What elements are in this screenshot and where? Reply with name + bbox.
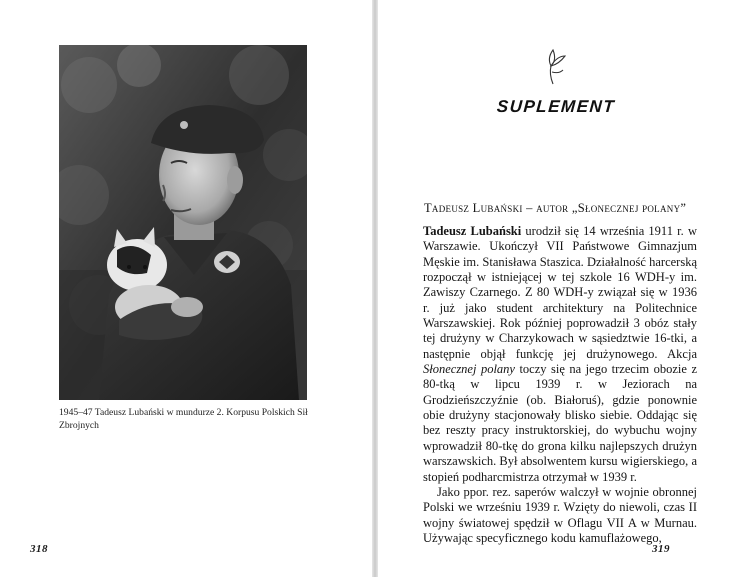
author-name: Tadeusz Lubański: [423, 224, 522, 238]
paragraph-1-text-b: toczy się na jego trzecim obozie z 80-tką w lipcu 1939 r. w Jeziorach na Grodzieńszczyźnie (ob. Białoruś), gdzie ponownie obie drużyny stacjonowały blisko siebie. Oddając się bez reszty pracy instruktorskiej, do wybuchu wojny wprowadził 80-tkę do grona kilku najlepszych drużyn warszawskich. Był absolwentem kursu wigierskiego, a stopień podharcmistrza otrzymał w 1939 r.: [423, 362, 697, 484]
portrait-photo: [59, 45, 307, 400]
photo-caption: 1945–47 Tadeusz Lubański w mundurze 2. Korpusu Polskich Sił Zbrojnych: [59, 407, 308, 431]
leaf-ornament-icon: [539, 46, 571, 86]
book-title: Słonecznej polany: [423, 362, 515, 377]
page-number-left: 318: [30, 543, 48, 555]
book-gutter: [372, 0, 378, 577]
article-body: [423, 224, 697, 546]
article-subtitle: Tadeusz Lubański – autor „Słonecznej polany”: [424, 201, 687, 215]
section-heading: SUPLEMENT: [496, 97, 616, 116]
paragraph-1-text-a: urodził się 14 września 1911 r. w Warszawie. Ukończył VII Państwowe Gimnazjum Męskie im. Stanisława Staszica. Działalność harcerską rozpoczął w istniejącej w tej szkole 16 WDH-y im. Zawiszy Czarnego. Z 80 WDH-y związał się w 1936 r. już jako student architektury na Politechnice Warszawskiej. Rok później poprowadził 3 obóz stały tej drużyny w Charzykowach w sąsiedztwie 16-tki, a następnie objął funkcję jej drużynowego. Akcja: [423, 224, 697, 361]
paragraph-1: [423, 224, 697, 485]
page-number-right: 319: [652, 543, 670, 555]
paragraph-2: Jako ppor. rez. saperów walczył w wojnie obronnej Polski we wrześniu 1939 r. Wzięty do niewoli, czas II wojny światowej spędził w Oflagu VII A w Murnau. Używając specyficznego kodu kamuflażowego,: [423, 484, 697, 545]
